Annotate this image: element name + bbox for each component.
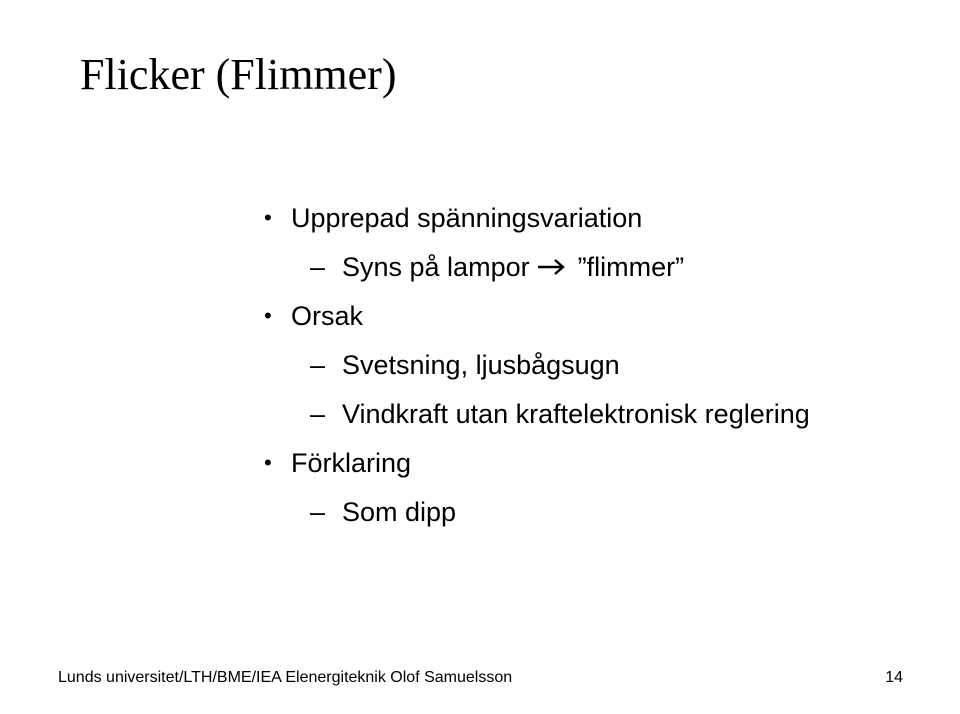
sub-bullet-text: Vindkraft utan kraftelektronisk reglering [342,399,810,429]
page-number: 14 [885,669,903,686]
sub-bullet-item [264,494,944,543]
sub-bullet-item [264,249,944,298]
dash-marker: – [310,350,326,380]
bullet-text: Upprepad spänningsvariation [291,203,643,233]
sub-bullet-text: Som dipp [342,497,457,527]
dash-marker: – [310,252,326,282]
sub-bullet-item [264,347,944,396]
slide-title: Flicker (Flimmer) [80,50,397,99]
sub-bullet-text: Syns på lampor [342,252,530,282]
sub-bullet-text: Svetsning, ljusbågsugn [342,350,620,380]
bullet-marker: • [264,205,272,230]
bullet-item [264,200,944,249]
bullet-item [264,445,944,494]
dash-marker: – [310,399,326,429]
sub-bullet-text-after-arrow: ”flimmer” [577,252,685,282]
sub-bullet-item [264,396,944,445]
bullet-text: Orsak [291,301,364,331]
slide-footer: Lunds universitet/LTH/BME/IEA Elenergiteknik Olof Samuelsson [58,669,513,686]
dash-marker: – [310,497,326,527]
bullet-item [264,298,944,347]
bullet-marker: • [264,303,272,328]
right-arrow-icon [536,257,566,277]
bullet-marker: • [264,450,272,475]
bullet-text: Förklaring [291,448,412,478]
bullet-list [264,200,944,543]
